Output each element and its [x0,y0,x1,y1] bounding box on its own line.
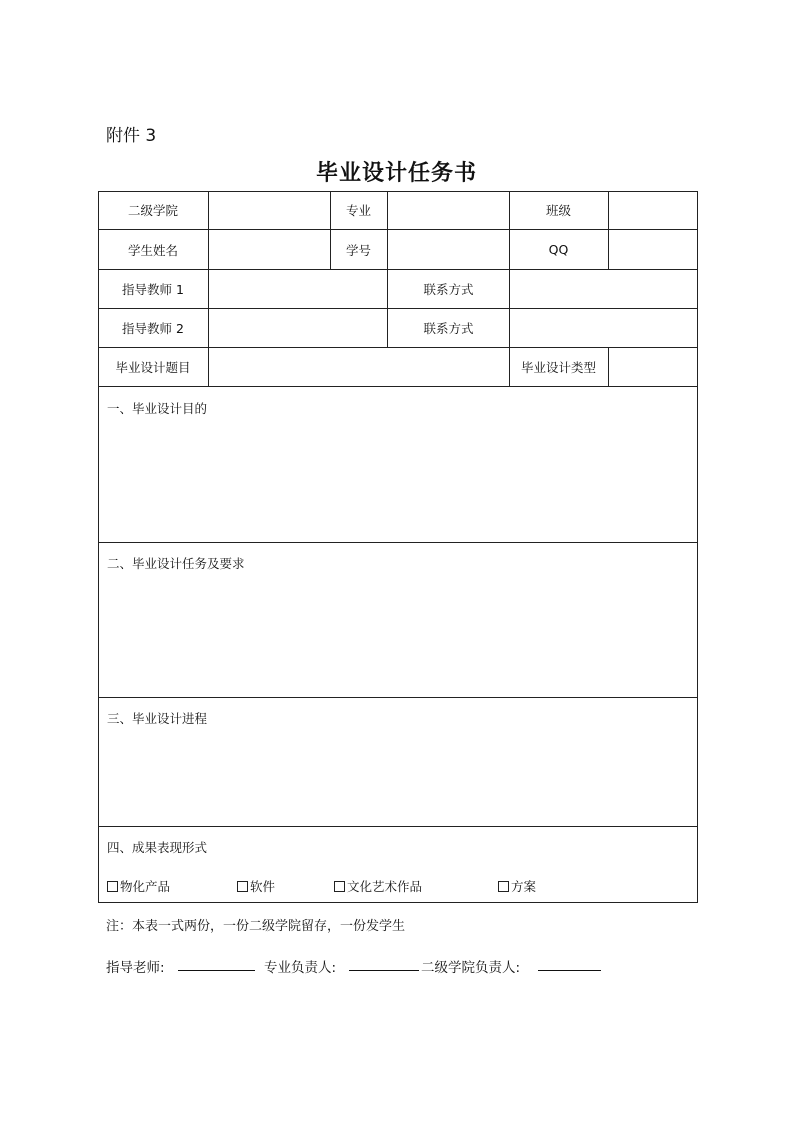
option-label: 方案 [511,879,537,894]
qq-label: QQ [548,242,569,257]
option-software[interactable] [237,877,275,895]
advisor2-label: 指导教师 2 [122,321,184,336]
type-field[interactable] [609,348,697,386]
footer-note: 注：本表一式两份，一份二级学院留存，一份发学生 [106,919,406,934]
college-head-sign-label: 二级学院负责人: [421,960,521,976]
student-id-label: 学号 [345,242,371,258]
row-divider [98,542,698,543]
checkbox-icon[interactable] [498,881,509,892]
class-field[interactable] [609,191,697,229]
row-divider [98,826,698,827]
section-progress: 三、毕业设计进程 [107,711,208,726]
option-label: 文化艺术作品 [347,879,423,894]
advisor2-contact-field[interactable] [510,309,697,347]
class-label: 班级 [545,203,571,218]
table-border-bottom [98,902,698,903]
section-tasks: 二、毕业设计任务及要求 [107,556,245,571]
college-head-sign-line[interactable] [538,970,601,971]
student-name-label: 学生姓名 [127,242,178,258]
row-divider [98,386,698,387]
student-id-field[interactable] [388,230,509,269]
progress-textarea[interactable] [99,733,697,825]
qq-field[interactable] [609,230,697,269]
major-head-sign-line[interactable] [349,970,419,971]
option-art-work[interactable] [334,877,422,895]
checkbox-icon[interactable] [237,881,248,892]
section-purpose: 一、毕业设计目的 [107,401,208,416]
advisor1-contact-label: 联系方式 [423,282,474,297]
college-label: 二级学院 [127,203,178,218]
advisor1-label: 指导教师 1 [122,282,184,297]
option-physical-product[interactable] [107,877,170,895]
advisor-sign-line[interactable] [178,970,255,971]
major-label: 专业 [345,203,371,218]
tasks-textarea[interactable] [99,578,697,696]
advisor2-contact-label: 联系方式 [423,321,474,336]
advisor1-field[interactable] [209,270,387,308]
table-border-right [697,191,698,903]
attachment-label: 附件 3 [106,126,157,146]
document-title: 毕业设计任务书 [315,160,477,186]
major-field[interactable] [388,191,509,229]
section-outcome: 四、成果表现形式 [107,840,208,855]
topic-field[interactable] [209,348,509,386]
checkbox-icon[interactable] [107,881,118,892]
row-divider [98,697,698,698]
topic-label: 毕业设计题目 [115,360,191,375]
checkbox-icon[interactable] [334,881,345,892]
advisor-sign-label: 指导老师: [106,960,165,976]
purpose-textarea[interactable] [99,423,697,541]
major-head-sign-label: 专业负责人: [264,960,337,976]
student-name-field[interactable] [209,230,330,269]
type-label: 毕业设计类型 [520,360,596,375]
task-form-table [98,191,698,903]
option-plan[interactable] [498,877,536,895]
option-label: 软件 [250,879,276,894]
college-field[interactable] [209,191,330,229]
advisor1-contact-field[interactable] [510,270,697,308]
advisor2-field[interactable] [209,309,387,347]
option-label: 物化产品 [120,879,171,894]
